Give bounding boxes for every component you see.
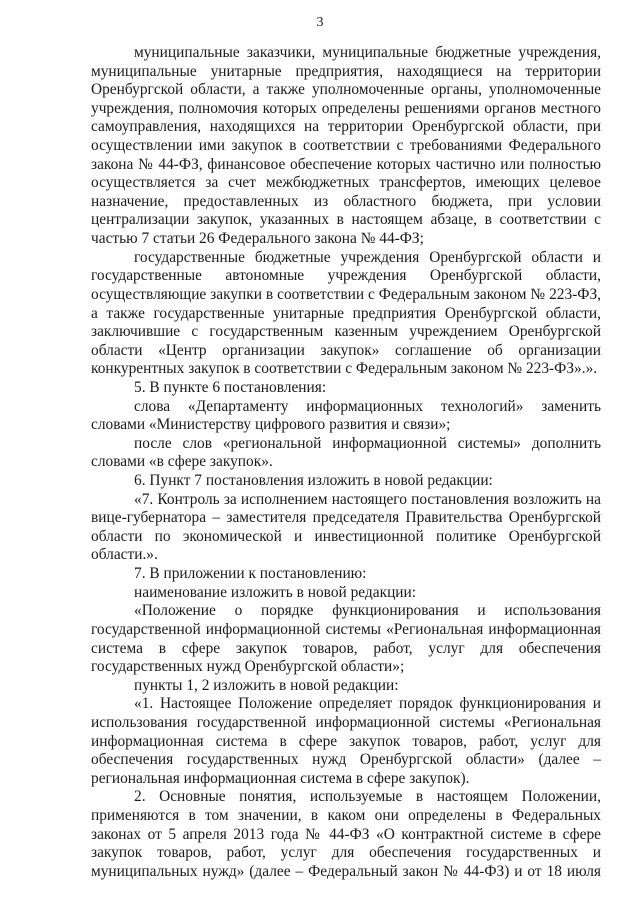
paragraph-items-1-2-heading: пункты 1, 2 изложить в новой редакции: (134, 676, 399, 694)
page-number: 3 (316, 15, 324, 30)
paragraph-regulation-title: «Положение о порядке функционирования и использования государственной информационной системы «Региональная информационная система в сфере закупок товаров, работ, услуг для обеспечения государственных нужд Оренбургской области»; (91, 602, 601, 676)
paragraph-replace-words: слова «Департаменту информационных технологий» заменить словами «Министерству цифрового развития и связи»; (91, 397, 601, 434)
paragraph-item-5-heading: 5. В пункте 6 постановления: (134, 378, 327, 396)
paragraph-state-institutions: государственные бюджетные учреждения Оренбургской области и государственные автономные учреждения Оренбургской области, осуществляющие закупки в соответствии с Федеральным законом № 223-ФЗ, а также государственные унитарные предприятия Оренбургской области, заключившие с государственным казенным учреждением Оренбургской области «Центр организации закупок» соглашение об организации конкурентных закупок в соответствии с Федеральным законом № 223-ФЗ».». (91, 248, 601, 378)
paragraph-regulation-item-1: «1. Настоящее Положение определяет порядок функционирования и использования государственной информационной системы «Региональная информационная система в сфере закупок товаров, работ, услуг для обеспечения государственных нужд Оренбургской области» (далее – региональная информационная система в сфере закупок). (91, 695, 601, 787)
paragraph-item-7-heading: 7. В приложении к постановлению: (134, 565, 367, 583)
document-body (91, 44, 601, 881)
paragraph-add-words: после слов «региональной информационной системы» дополнить словами «в сфере закупок». (91, 434, 601, 471)
paragraph-title-new-wording: наименование изложить в новой редакции: (134, 583, 417, 601)
paragraph-control-clause: «7. Контроль за исполнением настоящего постановления возложить на вице-губернатора – заместителя председателя Правительства Оренбургской области по экономической и инвестиционной политике Оренбургской области.». (91, 490, 601, 564)
paragraph-item-6-heading: 6. Пункт 7 постановления изложить в новой редакции: (134, 472, 493, 490)
paragraph-regulation-item-2: 2. Основные понятия, используемые в настоящем Положении, применяются в том значении, в каком они определены в Федеральных законах от 5 апреля 2013 года № 44-ФЗ «О контрактной системе в сфере закупок товаров, работ, услуг для обеспечения государственных и муниципальных нужд» (далее – Федеральный закон № 44-ФЗ) и от 18 июля (91, 788, 601, 880)
paragraph-municipal-customers: муниципальные заказчики, муниципальные бюджетные учреждения, муниципальные унитарные предприятия, находящиеся на территории Оренбургской области, а также уполномоченные органы, уполномоченные учреждения, полномочия которых определены решениями органов местного самоуправления, находящихся на территории Оренбургской области, при осуществлении ими закупок в соответствии с требованиями Федерального закона № 44-ФЗ, финансовое обеспечение которых частично или полностью осуществляется за счет межбюджетных трансфертов, имеющих целевое назначение, предоставленных из областного бюджета, при условии централизации закупок, указанных в настоящем абзаце, в соответствии с частью 7 статьи 26 Федерального закона № 44-ФЗ; (91, 44, 601, 248)
